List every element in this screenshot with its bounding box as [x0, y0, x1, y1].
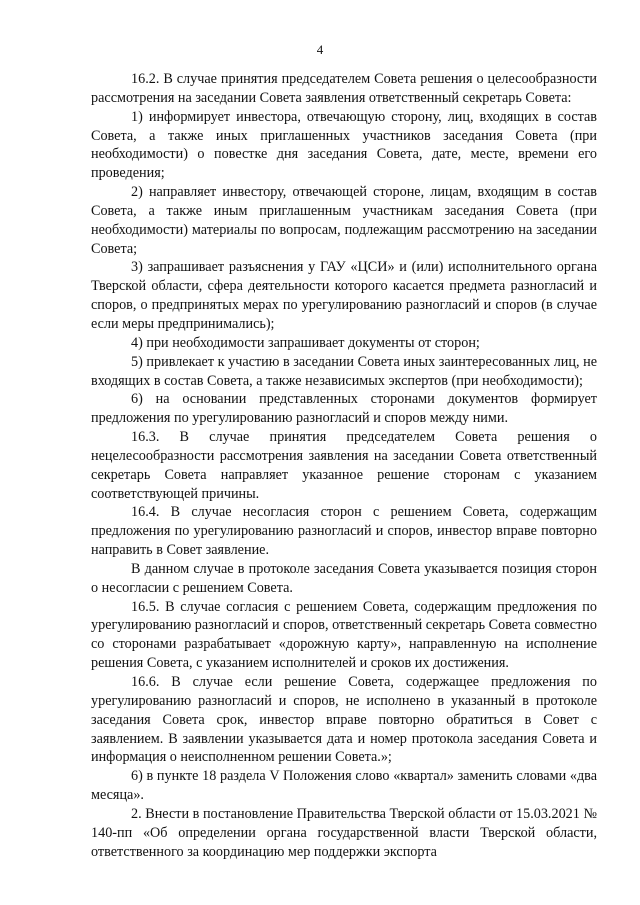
- document-body: [91, 70, 597, 861]
- list-item-5: 5) привлекает к участию в заседании Совета иных заинтересованных лиц, не входящих в состав Совета, а также независимых экспертов (при необходимости);: [91, 353, 597, 389]
- page-number: 4: [316, 42, 324, 57]
- paragraph-16-2: 16.2. В случае принятия председателем Совета решения о целесообразности рассмотрения на заседании Совета заявления ответственный секретарь Совета:: [91, 71, 597, 106]
- list-item-2: 2) направляет инвестору, отвечающей стороне, лицам, входящим в состав Совета, а также иным приглашенным участникам заседания Совета (при необходимости) материалы по вопросам, подлежащим рассмотрению на заседании Совета;: [91, 184, 597, 257]
- amendment-item-6: 6) в пункте 18 раздела V Положения слово «квартал» заменить словами «два месяца».: [91, 768, 597, 804]
- list-item-3: 3) запрашивает разъяснения у ГАУ «ЦСИ» и (или) исполнительного органа Тверской области, сфера деятельности которого касается предмета разногласий и споров, о предпринятых мерах по урегулированию разногласий и споров (в случае если меры предпринимались);: [91, 259, 597, 332]
- list-item-1: 1) информирует инвестора, отвечающую сторону, лиц, входящих в состав Совета, а также иных приглашенных участников заседания Совета (при необходимости) о повестке дня заседания Совета, дате, месте, времени его проведения;: [91, 108, 597, 182]
- list-item-6: 6) на основании представленных сторонами документов формирует предложения по урегулированию разногласий и споров между ними.: [91, 391, 597, 427]
- amendment-section-2: 2. Внести в постановление Правительства Тверской области от 15.03.2021 № 140-пп «Об определении органа государственной власти Тверской области, ответственного за координацию мер поддержки экспорта: [91, 805, 597, 860]
- paragraph-16-5: 16.5. В случае согласия с решением Совета, содержащим предложения по урегулированию разногласий и споров, ответственный секретарь Совета совместно со сторонами разрабатывает «дорожную карту», направленную на исполнение решения Совета, с указанием исполнителей и сроков их достижения.: [91, 598, 597, 672]
- paragraph-16-4-note: В данном случае в протоколе заседания Совета указывается позиция сторон о несогласии с решением Совета.: [91, 560, 597, 596]
- paragraph-16-3: 16.3. В случае принятия председателем Совета решения о нецелесообразности рассмотрения заявления на заседании Совета ответственный секретарь Совета направляет указанное решение сторонам с указанием соответствующей причины.: [91, 429, 597, 502]
- paragraph-16-6: 16.6. В случае если решение Совета, содержащее предложения по урегулированию разногласий и споров, не исполнено в указанный в протоколе заседания Совета срок, инвестор вправе повторно обратиться в Совет с заявлением. В заявлении указывается дата и номер протокола заседания Совета и информация о неисполненном решении Совета.»;: [91, 674, 597, 766]
- list-item-4: 4) при необходимости запрашивает документы от сторон;: [131, 334, 480, 351]
- paragraph-16-4: 16.4. В случае несогласия сторон с решением Совета, содержащим предложения по урегулированию разногласий и споров, инвестор вправе повторно направить в Совет заявление.: [91, 504, 597, 559]
